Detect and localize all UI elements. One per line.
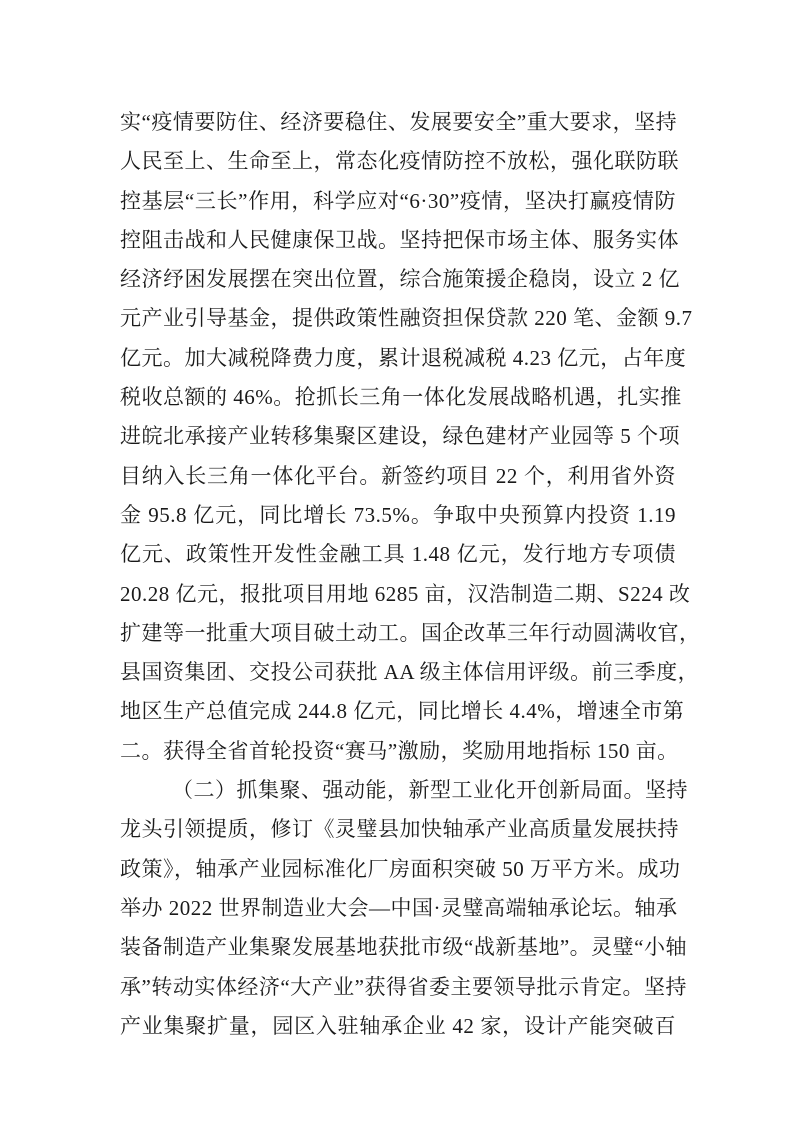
text-line: 目纳入长三角一体化平台。新签约项目 22 个，利用省外资 — [120, 463, 676, 488]
text-line: 亿元、政策性开发性金融工具 1.48 亿元，发行地方专项债 — [120, 542, 676, 567]
text-line: 金 95.8 亿元，同比增长 73.5%。争取中央预算内投资 1.19 — [120, 502, 676, 527]
text-line: 政策》，轴承产业园标准化厂房面积突破 50 万平方米。成功 — [120, 856, 681, 881]
text-line: 举办 2022 世界制造业大会—中国·灵璧高端轴承论坛。轴承 — [120, 895, 678, 920]
heading-tail-text: 坚持 — [645, 778, 688, 803]
text-line: 承”转动实体经济“大产业”获得省委主要领导批示肯定。坚持 — [120, 974, 687, 999]
section-heading-line — [120, 771, 688, 810]
text-line: 县国资集团、交投公司获批 AA 级主体信用评级。前三季度， — [120, 660, 700, 685]
text-line: 扩建等一批重大项目破土动工。国企改革三年行动圆满收官， — [120, 620, 701, 645]
text-line: 产业集聚扩量，园区入驻轴承企业 42 家，设计产能突破百 — [120, 1013, 676, 1038]
paragraph-epidemic-economy — [120, 103, 701, 771]
text-line: 元产业引导基金，提供政策性融资担保贷款 220 笔、金额 9.7 — [120, 306, 693, 331]
text-line: 20.28 亿元，报批项目用地 6285 亩，汉浩制造二期、S224 改 — [120, 581, 691, 606]
text-line: 装备制造产业集聚发展基地获批市级“战新基地”。灵璧“小轴 — [120, 935, 687, 960]
text-line: 经济纾困发展摆在突出位置，综合施策援企稳岗，设立 2 亿 — [120, 267, 680, 292]
paragraph-industrialization — [120, 771, 688, 1046]
text-line: 税收总额的 46%。抢抓长三角一体化发展战略机遇，扎实推 — [120, 385, 682, 410]
text-line: 亿元。加大减税降费力度，累计退税减税 4.23 亿元，占年度 — [120, 345, 687, 370]
document-page — [120, 103, 701, 1046]
text-line: 地区生产总值完成 244.8 亿元，同比增长 4.4%，增速全市第 — [120, 699, 685, 724]
text-line: 二。获得全省首轮投资“赛马”激励，奖励用地指标 150 亩。 — [120, 738, 679, 763]
section-heading: （二）抓集聚、强动能，新型工业化开创新局面。 — [172, 778, 645, 803]
text-line: 龙头引领提质，修订《灵璧县加快轴承产业高质量发展扶持 — [120, 817, 679, 842]
text-line: 进皖北承接产业转移集聚区建设，绿色建材产业园等 5 个项 — [120, 424, 680, 449]
text-line: 控基层“三长”作用，科学应对“6·30”疫情，坚决打赢疫情防 — [120, 188, 676, 213]
text-line: 人民至上、生命至上，常态化疫情防控不放松，强化联防联 — [120, 149, 679, 174]
text-line: 控阻击战和人民健康保卫战。坚持把保市场主体、服务实体 — [120, 227, 679, 252]
text-line: 实“疫情要防住、经济要稳住、发展要安全”重大要求，坚持 — [120, 110, 678, 134]
